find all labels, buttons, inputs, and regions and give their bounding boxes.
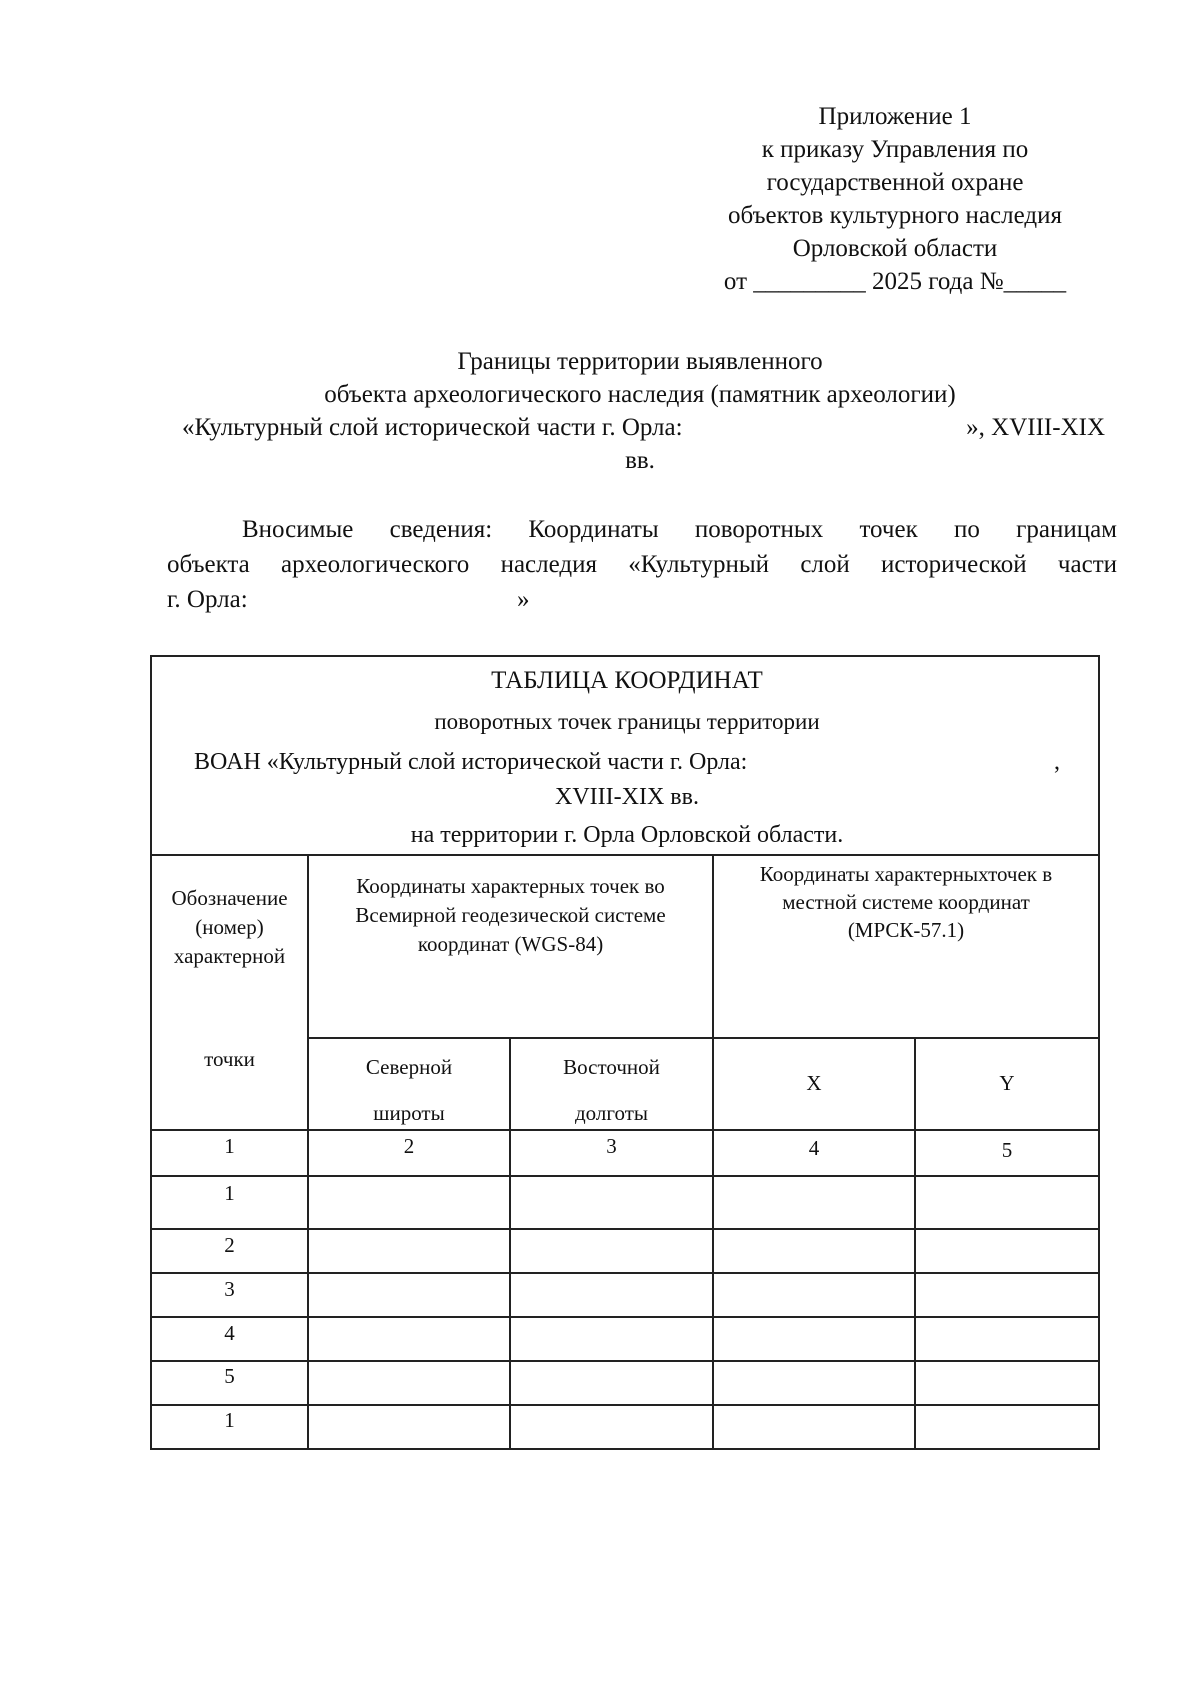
header-line: Всемирной геодезической системе [355, 903, 666, 927]
title-line-left: «Культурный слой исторической части г. Орла: [182, 414, 683, 441]
header-line: (МРСК-57.1) [847, 918, 965, 942]
point-cell: 5 [224, 1364, 235, 1388]
table-rule [152, 1175, 1098, 1177]
header-line: координат (WGS-84) [417, 932, 604, 956]
info-line-split [167, 582, 1117, 617]
point-cell: 1 [224, 1181, 235, 1205]
appendix-block [690, 100, 1100, 298]
header-line: долготы [575, 1101, 648, 1125]
header-line: (номер) [195, 915, 264, 939]
numbering-cell: 2 [403, 1134, 415, 1158]
numbering-cell: 5 [1001, 1138, 1013, 1162]
header-line: Обозначение [171, 886, 288, 910]
point-cell: 2 [224, 1233, 235, 1257]
table-caption-line: XVIII-XIX вв. [555, 784, 699, 810]
appendix-date-line: от _________ 2025 года №_____ [723, 268, 1067, 295]
info-line-right: » [517, 586, 530, 613]
numbering-cell: 1 [224, 1134, 235, 1158]
numbering-cell: 4 [808, 1136, 820, 1160]
info-line: Вносимые сведения: Координаты поворотных точек по границам [242, 516, 1117, 543]
coordinates-table [150, 655, 1100, 1450]
table-rule [152, 1228, 1098, 1230]
table-rule [152, 1404, 1098, 1406]
title-line: вв. [625, 447, 655, 474]
title-line: объекта археологического наследия (памятник археологии) [324, 381, 956, 408]
point-cell: 1 [224, 1408, 235, 1432]
table-caption-title: ТАБЛИЦА КООРДИНАТ [491, 667, 763, 694]
header-line: Восточной [563, 1055, 660, 1079]
table-rule [152, 1360, 1098, 1362]
table-caption-comma: , [1054, 749, 1060, 775]
table-rule [307, 1037, 1098, 1039]
info-paragraph [167, 512, 1117, 617]
table-rule [914, 1037, 916, 1448]
info-line-left: г. Орла: [167, 586, 248, 613]
header-line: Координаты характерныхточек в [759, 862, 1053, 886]
point-cell: 3 [224, 1277, 235, 1301]
col-point-header-bottom: точки [204, 1047, 255, 1071]
document-title [150, 345, 1130, 477]
wgs-header [309, 872, 712, 959]
sub-header-x: X [806, 1071, 822, 1095]
info-line: объекта археологического наследия «Культурный слой исторической части [167, 551, 1117, 578]
sub-header-y: Y [999, 1071, 1015, 1095]
title-line-right: », XVIII-XIX [966, 414, 1105, 441]
header-line: Координаты характерных точек во [356, 874, 665, 898]
header-line: Северной [365, 1055, 453, 1079]
appendix-line: государственной охране [766, 169, 1024, 196]
title-line-split [150, 411, 1130, 444]
title-line: Границы территории выявленного [457, 348, 823, 375]
table-rule [152, 854, 1098, 856]
table-rule [152, 1272, 1098, 1274]
appendix-line: Приложение 1 [818, 103, 972, 130]
col-point-header [152, 884, 307, 971]
table-caption-line: поворотных точек границы территории [434, 709, 820, 734]
appendix-line: объектов культурного наследия [728, 202, 1062, 229]
point-cell: 4 [224, 1321, 235, 1345]
appendix-line: к приказу Управления по [761, 136, 1029, 163]
table-rule [152, 1316, 1098, 1318]
table-caption-left: ВОАН «Культурный слой исторической части г. Орла: [194, 749, 748, 775]
header-line: местной системе координат [782, 890, 1030, 914]
local-header [714, 860, 1098, 944]
header-line: характерной [173, 944, 286, 968]
sub-header-east [511, 1044, 712, 1136]
table-caption-line: на территории г. Орла Орловской области. [410, 822, 844, 848]
header-line: широты [373, 1101, 445, 1125]
sub-header-north [309, 1044, 509, 1136]
appendix-line: Орловской области [792, 235, 998, 262]
numbering-cell: 3 [606, 1134, 617, 1158]
